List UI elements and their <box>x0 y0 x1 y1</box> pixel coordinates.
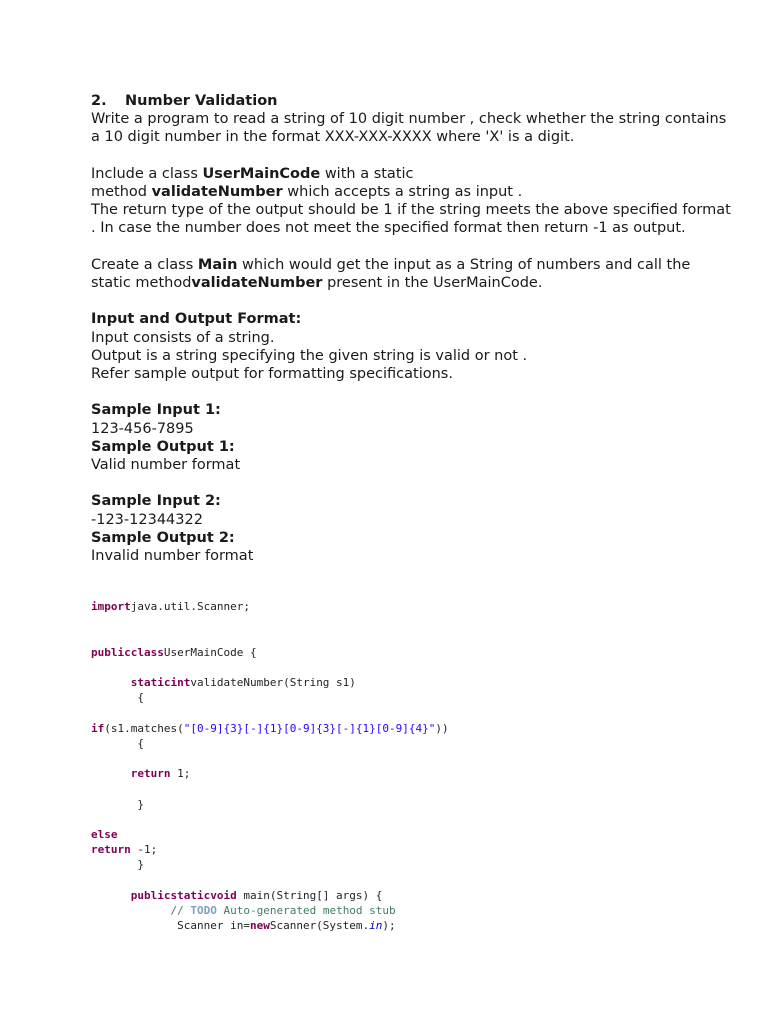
return-keyword: return <box>130 767 171 781</box>
include-method-name: validateNumber <box>151 184 283 200</box>
include-paragraph <box>91 165 731 201</box>
return-one: 1; <box>170 767 191 781</box>
section-title: Number Validation <box>125 93 278 109</box>
new-keyword: new <box>249 919 270 933</box>
sample-input-1-label: Sample Input 1: <box>91 402 221 419</box>
code-listing <box>91 599 731 933</box>
sample-output-1: Valid number format <box>91 457 241 473</box>
sample-output-2: Invalid number format <box>91 548 254 564</box>
include-prefix: Include a class <box>91 165 203 182</box>
scanner-close: ); <box>382 919 396 933</box>
comment-slashes: // <box>170 904 191 918</box>
sample-input-2-label: Sample Input 2: <box>91 493 221 510</box>
sample-output-1-label: Sample Output 1: <box>91 438 235 455</box>
matches-call: (s1.matches( <box>104 721 184 735</box>
io-heading: Input and Output Format: <box>91 311 302 328</box>
else-keyword: else <box>91 828 118 842</box>
include-method-word: method <box>91 184 152 200</box>
intro-paragraph: Write a program to read a string of 10 digit number , check whether the string contains a 10 digit number in the format XXX-XXX-XXXX where 'X' is a digit. <box>91 111 727 146</box>
import-keyword: import <box>91 600 131 613</box>
scanner-declaration: Scanner in= <box>177 919 250 933</box>
public-class-keyword: publicclass <box>91 645 164 659</box>
include-suffix: which accepts a string as input . <box>282 184 523 200</box>
section-heading <box>91 92 731 110</box>
create-suffix: present in the UserMainCode. <box>322 275 543 291</box>
static-int-keyword: staticint <box>130 676 191 690</box>
io-line-3: Refer sample output for formatting specifications. <box>91 366 453 382</box>
create-mid: which would get the input as a String of numbers and call the static method <box>91 256 691 291</box>
sample-input-1: 123-456-7895 <box>91 420 194 437</box>
method-signature: validateNumber(String s1) <box>190 676 356 690</box>
sample-output-2-label: Sample Output 2: <box>91 529 235 546</box>
main-signature: main(String[] args) { <box>236 888 383 902</box>
return-keyword: return <box>91 843 131 857</box>
return-negative-one: -1; <box>130 843 158 857</box>
create-prefix: Create a class <box>91 256 198 273</box>
close-brace: } <box>137 858 144 872</box>
create-class-name: Main <box>197 256 238 273</box>
create-paragraph <box>91 256 731 292</box>
document-page <box>91 92 731 565</box>
open-brace: { <box>137 691 144 705</box>
include-class-name: UserMainCode <box>202 165 321 182</box>
scanner-constructor: Scanner(System. <box>269 919 370 933</box>
regex-string: "[0-9]{3}[-]{1}[0-9]{3}[-]{1}[0-9]{4}" <box>183 721 436 735</box>
comment-text: Auto-generated method stub <box>216 904 396 918</box>
return-paragraph: The return type of the output should be 1 if the string meets the above specified format . In case the number does not meet the specified format then return -1 as output. <box>91 202 731 237</box>
io-line-2: Output is a string specifying the given string is valid or not . <box>91 347 528 364</box>
include-mid: with a static <box>320 165 414 182</box>
system-in-field: in <box>369 919 383 933</box>
section-number: 2. <box>91 93 107 109</box>
matches-close: )) <box>435 721 449 735</box>
import-statement: java.util.Scanner; <box>130 600 250 613</box>
open-brace: { <box>137 736 144 750</box>
if-keyword: if <box>91 721 105 735</box>
todo-tag: TODO <box>190 904 217 918</box>
create-method-name: validateNumber <box>191 275 323 291</box>
io-line-1: Input consists of a string. <box>91 329 275 346</box>
sample-input-2: -123-12344322 <box>91 511 203 528</box>
class-declaration: UserMainCode { <box>163 645 257 659</box>
close-brace: } <box>137 797 144 811</box>
public-static-void-keyword: publicstaticvoid <box>130 888 237 902</box>
